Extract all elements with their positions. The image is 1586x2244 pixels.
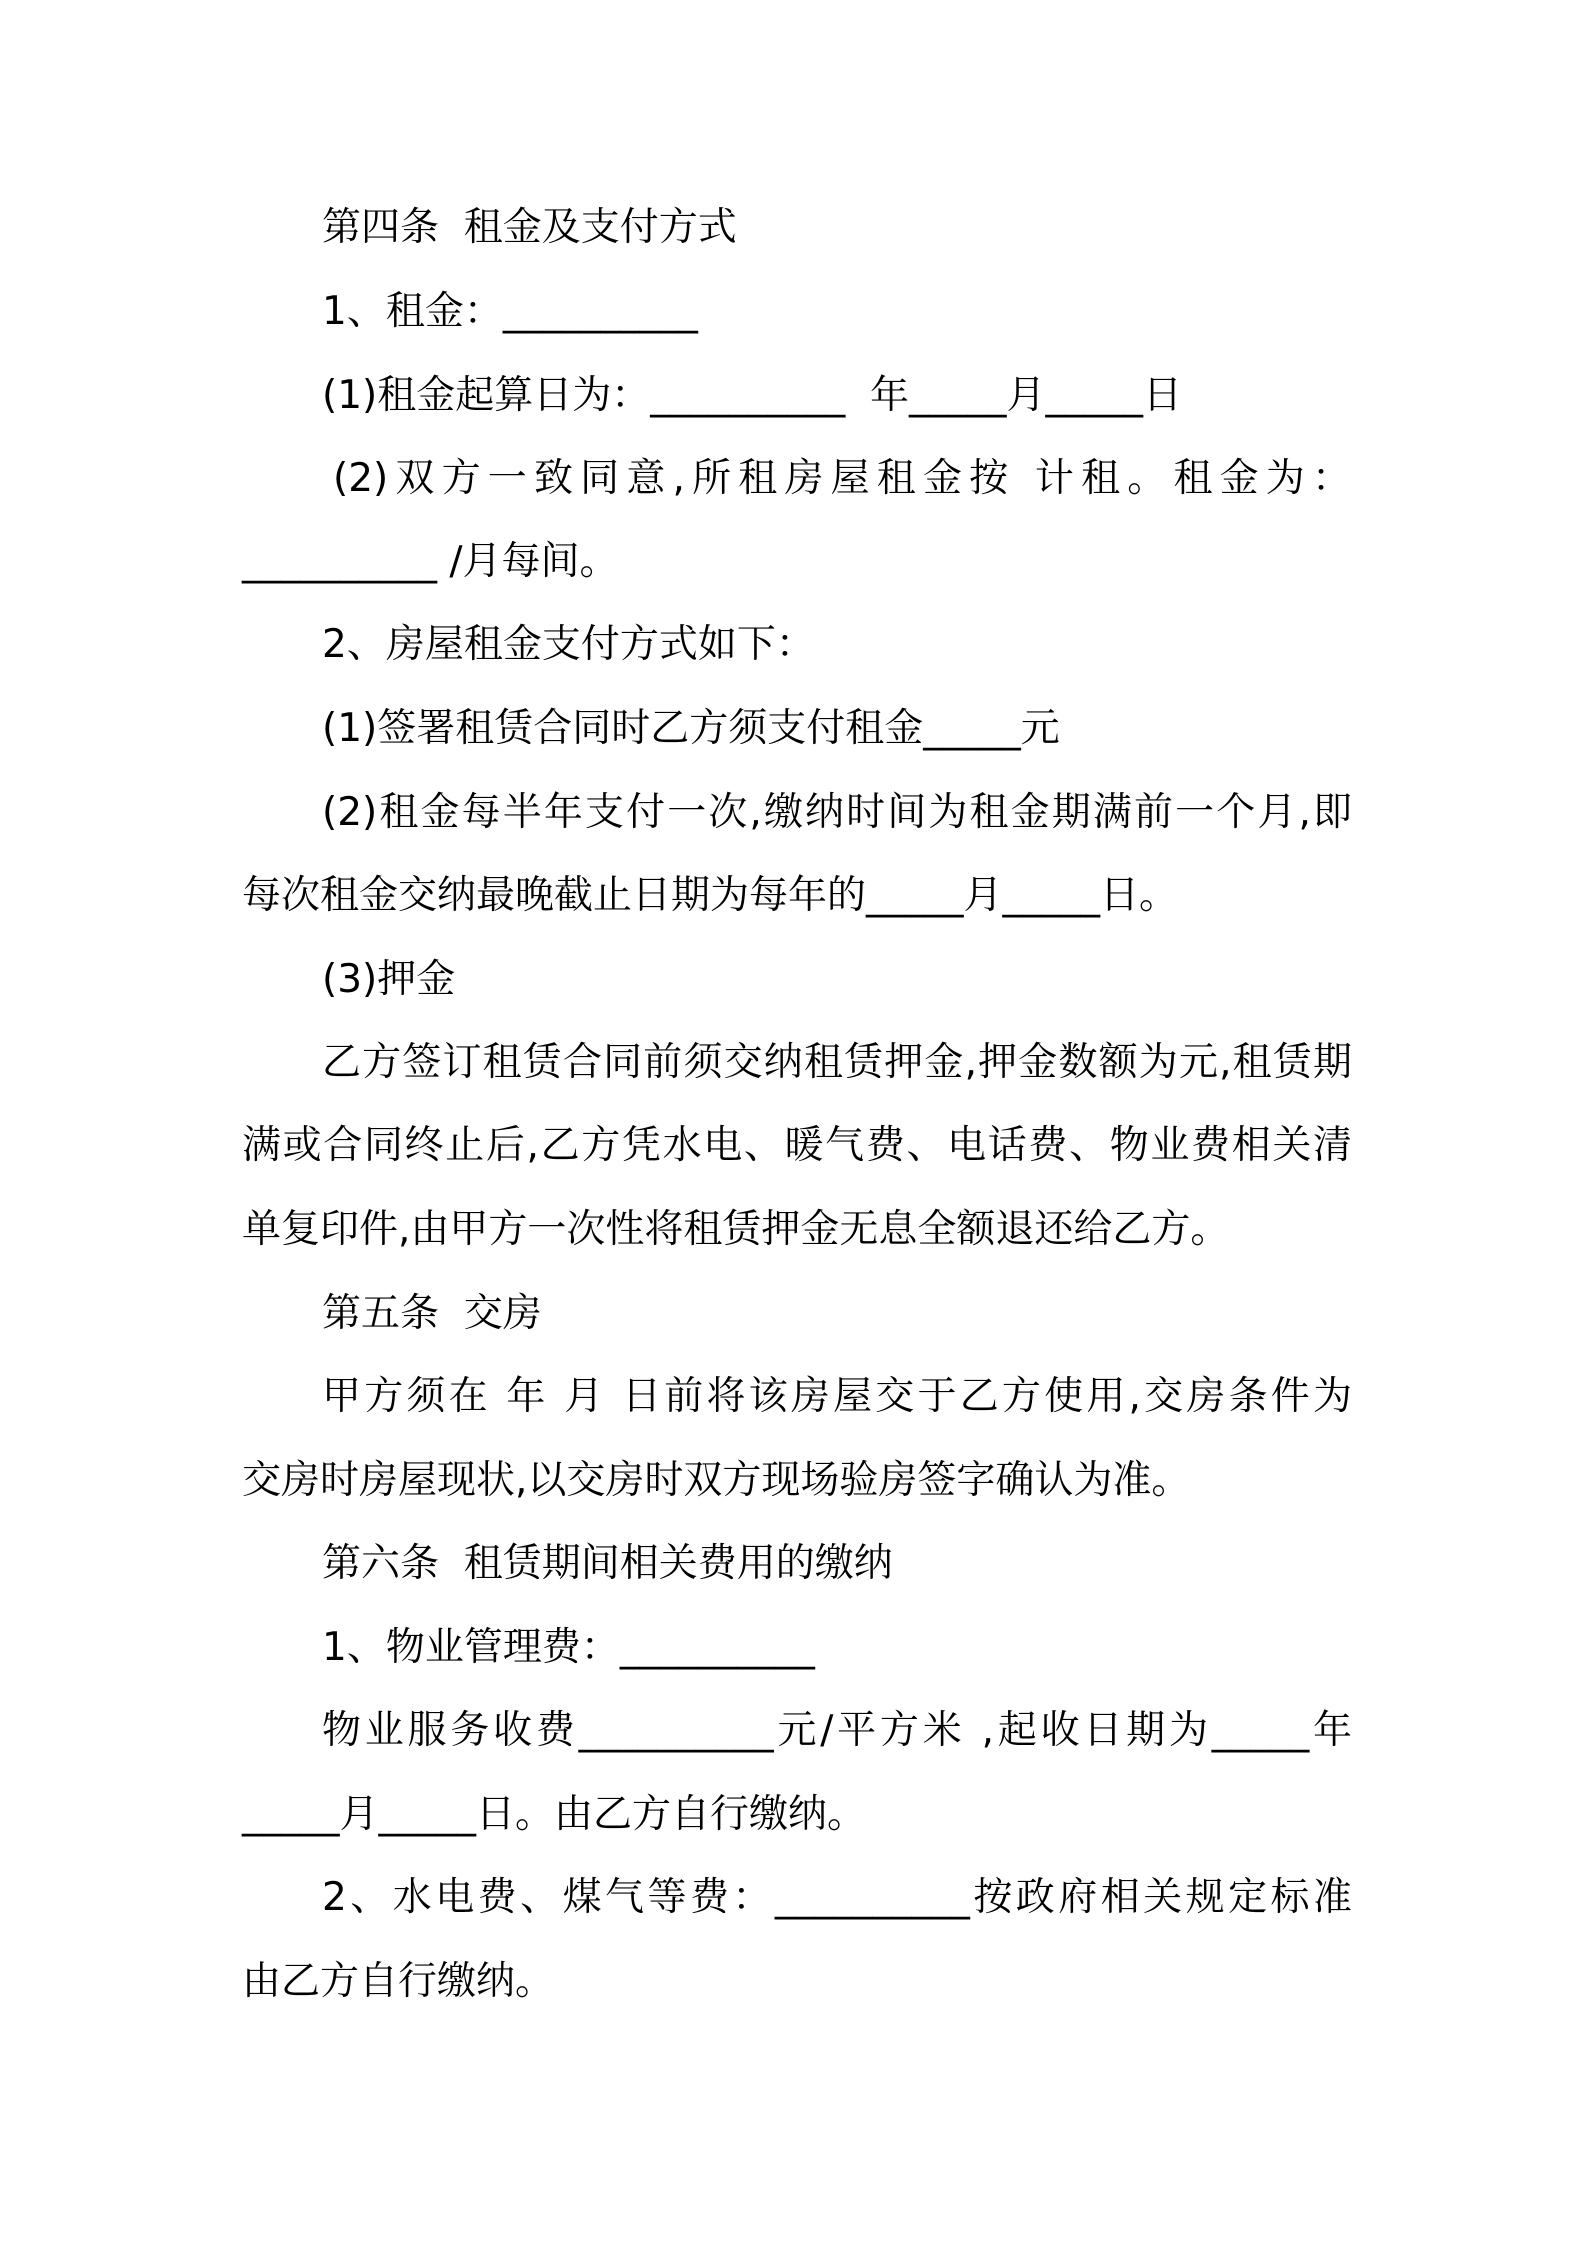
article-5-heading: 第五条 交房 (322, 1291, 542, 1336)
payment-on-signing-line: (1)签署租赁合同时乙方须支付租金_____元 (322, 706, 1060, 751)
deposit-paragraph-line-2: 满或合同终止后,乙方凭水电、暖气费、电话费、物业费相关清 (242, 1123, 1352, 1168)
utility-fees-line: 2、水电费、煤气等费：__________按政府相关规定标准 (322, 1875, 1352, 1920)
rent-per-room-line: __________ /月每间。 (242, 539, 619, 584)
rent-start-date-line: (1)租金起算日为：__________ 年_____月_____日 (322, 373, 1183, 418)
handover-paragraph-line-1: 甲方须在 年 月 日前将该房屋交于乙方使用,交房条件为 (322, 1374, 1352, 1419)
deposit-paragraph-line-3: 单复印件,由甲方一次性将租赁押金无息全额退还给乙方。 (242, 1207, 1230, 1252)
payment-method-heading: 2、房屋租金支付方式如下： (322, 622, 815, 667)
utility-fees-payer-line: 由乙方自行缴纳。 (242, 1959, 555, 2004)
property-service-fee-line: 物业服务收费__________元/平方米 ,起收日期为_____年 (322, 1708, 1352, 1753)
deposit-paragraph-line-1: 乙方签订租赁合同前须交纳租赁押金,押金数额为元,租赁期 (322, 1040, 1352, 1085)
property-fee-start-date-line: _____月_____日。由乙方自行缴纳。 (242, 1792, 867, 1837)
rent-basis-line: (2)双方一致同意,所租房屋租金按 计租。租金为： (333, 456, 1351, 501)
article-4-heading: 第四条 租金及支付方式 (322, 205, 737, 250)
property-fee-line: 1、物业管理费：__________ (322, 1625, 815, 1670)
deposit-heading: (3)押金 (322, 957, 456, 1002)
rent-amount-line: 1、租金：__________ (322, 289, 698, 334)
handover-paragraph-line-2: 交房时房屋现状,以交房时双方现场验房签字确认为准。 (242, 1458, 1191, 1503)
semiannual-payment-line: (2)租金每半年支付一次,缴纳时间为租金期满前一个月,即 (322, 790, 1352, 835)
article-6-heading: 第六条 租赁期间相关费用的缴纳 (322, 1541, 893, 1586)
payment-deadline-line: 每次租金交纳最晚截止日期为每年的_____月_____日。 (242, 873, 1179, 918)
